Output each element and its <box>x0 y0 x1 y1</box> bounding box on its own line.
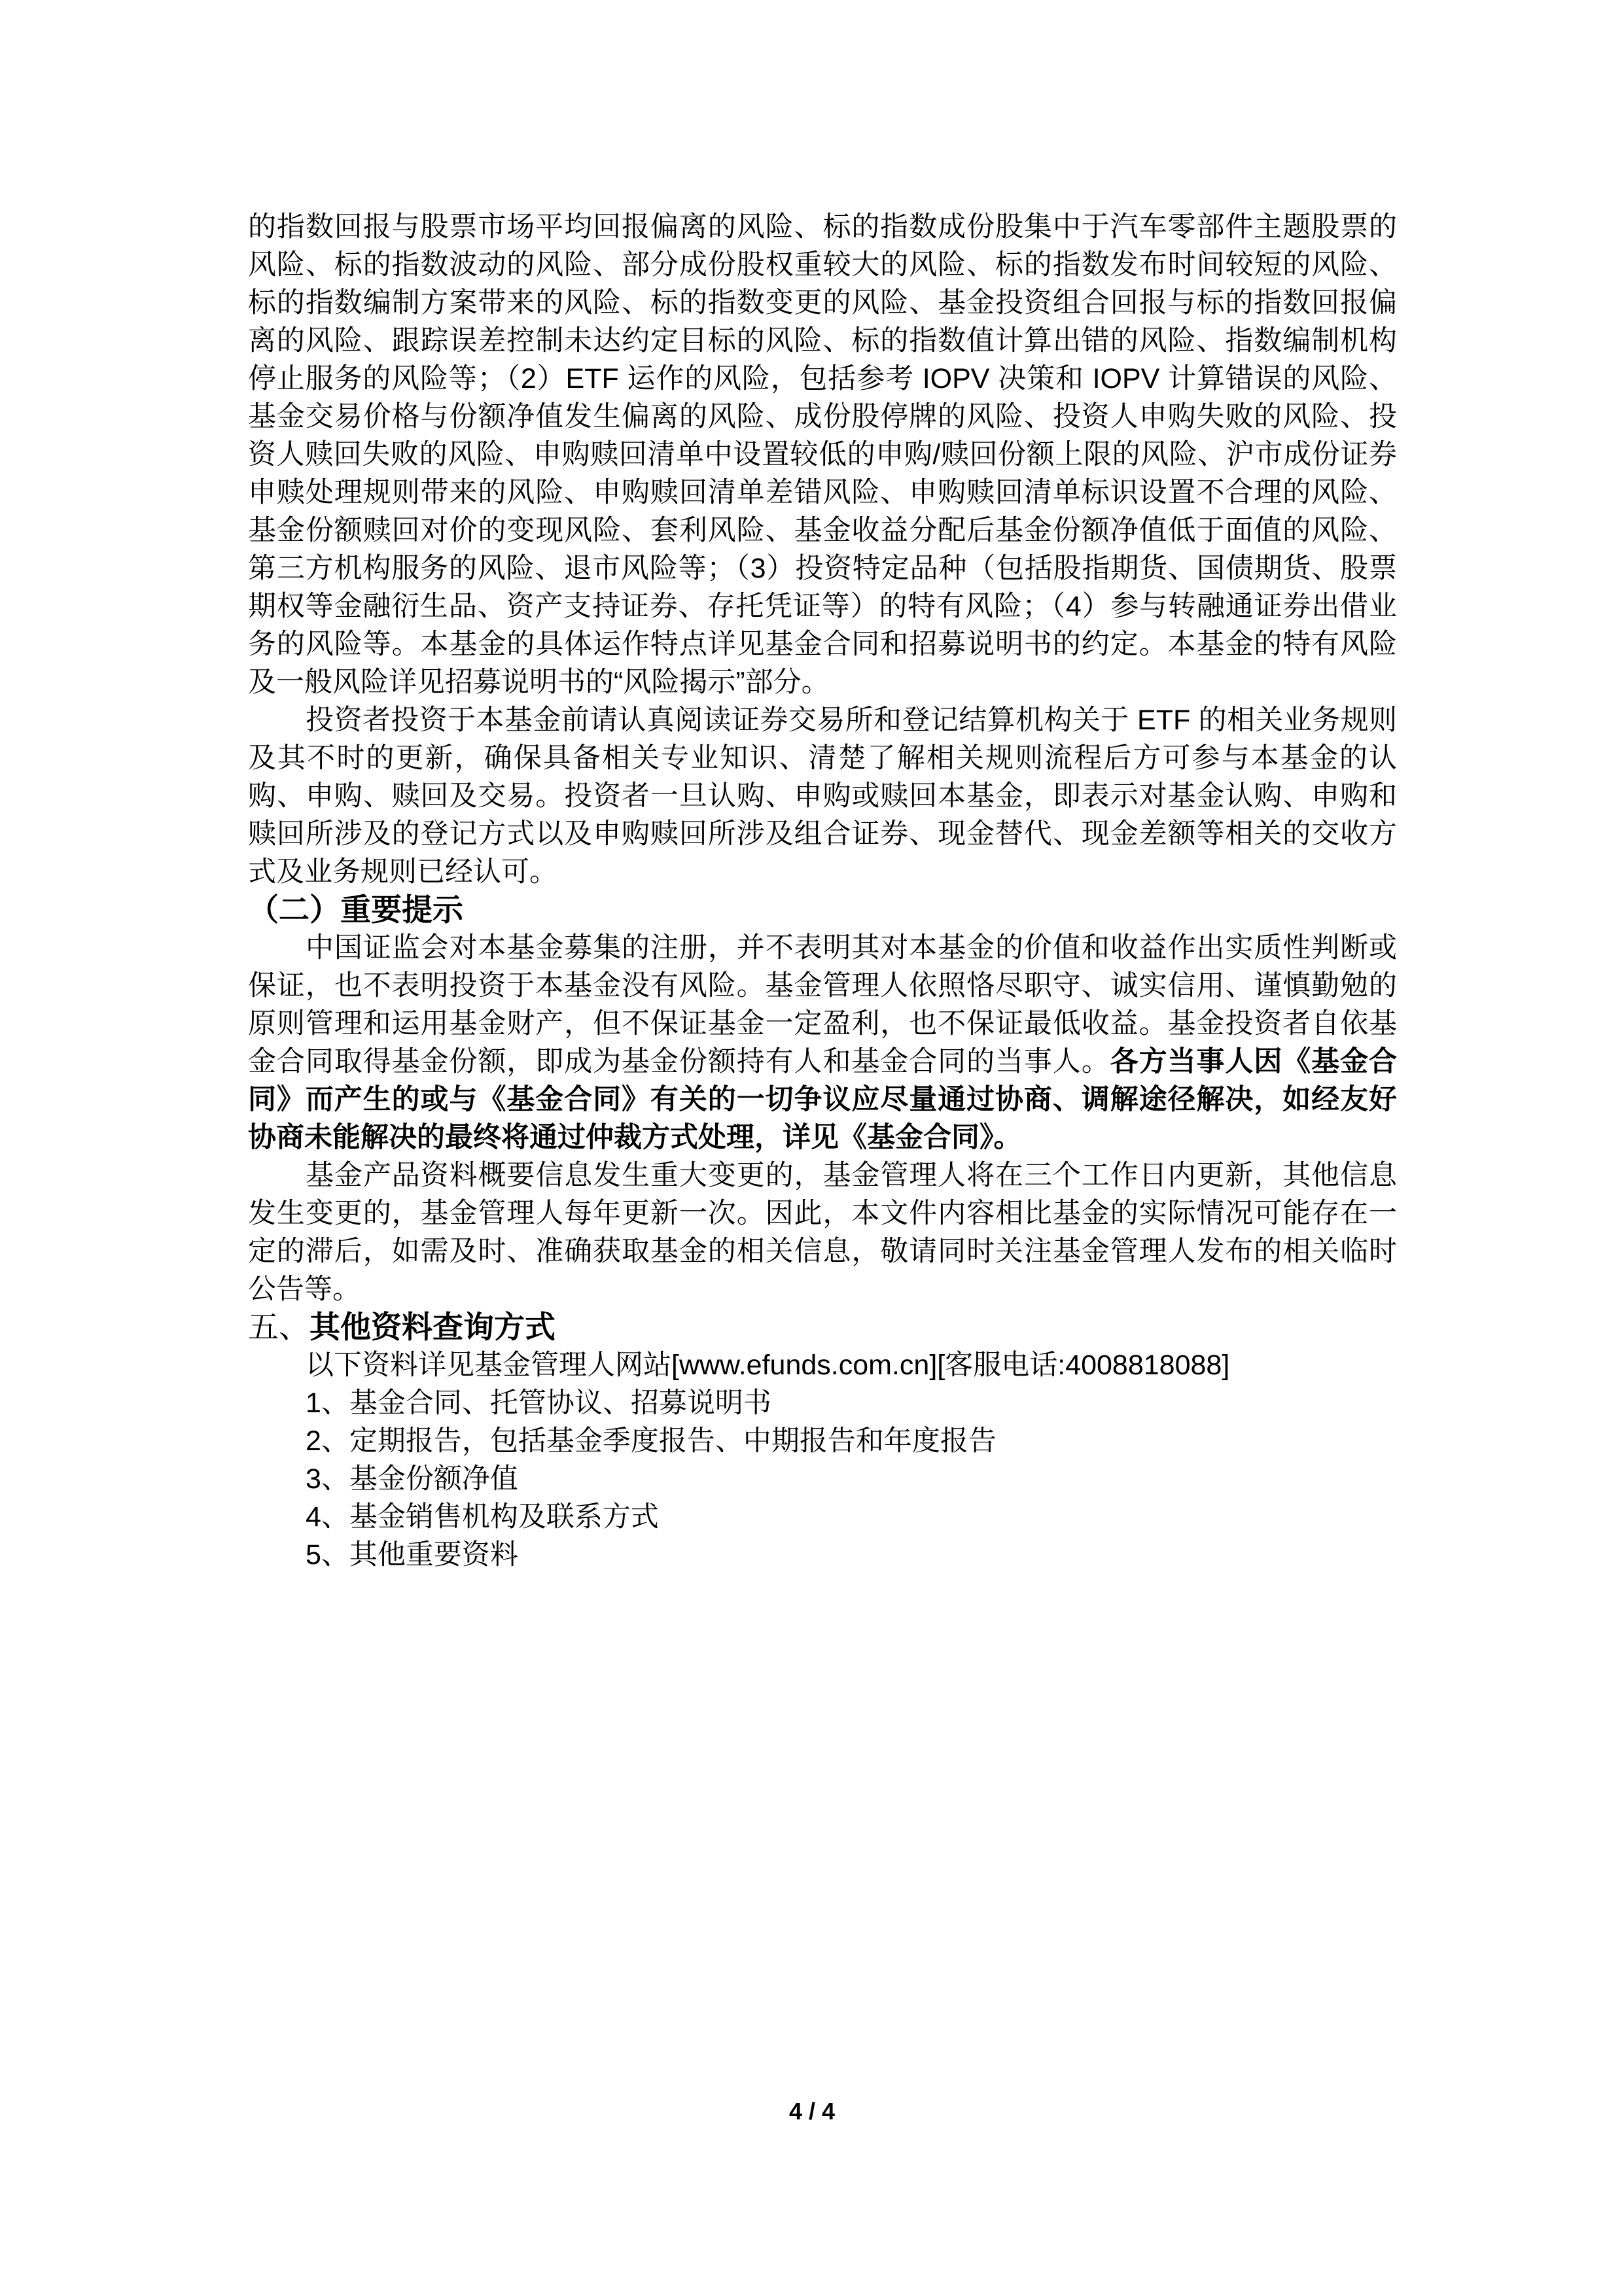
paragraph-regulator-statement <box>248 929 1397 1157</box>
other-info-item-other-materials: 5、其他重要资料 <box>306 1539 518 1571</box>
paragraph-investor-notice: 投资者投资于本基金前请认真阅读证券交易所和登记结算机构关于 ETF 的相关业务规则及其不时的更新，确保具备相关专业知识、清楚了解相关规则流程后方可参与本基金的认购、申购、赎回及交易。投资者一旦认购、申购或赎回本基金，即表示对基金认购、申购和赎回所涉及的登记方式以及申购赎回所涉及组合证券、现金替代、现金差额等相关的交收方式及业务规则已经认可。 <box>248 704 1397 888</box>
heading-other-info-title: 其他资料查询方式 <box>309 1310 556 1344</box>
heading-important-notice: （二）重要提示 <box>248 892 463 927</box>
page-number: 4 / 4 <box>788 2098 836 2125</box>
other-info-intro-line: 以下资料详见基金管理人网站[www.efunds.com.cn][客服电话:4008818088] <box>306 1349 1230 1381</box>
heading-other-info-number: 五、 <box>248 1310 309 1344</box>
paragraph-update-policy: 基金产品资料概要信息发生重大变更的，基金管理人将在三个工作日内更新，其他信息发生变更的，基金管理人每年更新一次。因此，本文件内容相比基金的实际情况可能存在一定的滞后，如需及时、准确获取基金的相关信息，敬请同时关注基金管理人发布的相关临时公告等。 <box>248 1160 1397 1305</box>
heading-other-info <box>248 1308 1397 1346</box>
document-body <box>248 0 1397 1574</box>
other-info-item-nav: 3、基金份额净值 <box>306 1463 518 1495</box>
other-info-item-sales-agencies: 4、基金销售机构及联系方式 <box>306 1501 659 1533</box>
regulator-statement-regular-text: 中国证监会对本基金募集的注册，并不表明其对本基金的价值和收益作出实质性判断或保证，也不表明投资于本基金没有风险。基金管理人依照恪尽职守、诚实信用、谨慎勤勉的原则管理和运用基金财产，但不保证基金一定盈利，也不保证最低收益。基金投资者自依基金合同取得基金份额，即成为基金份额持有人和基金合同的当事人。 <box>248 932 1397 1077</box>
regulator-statement-bold-text: 各方当事人因《基金合同》而产生的或与《基金合同》有关的一切争议应尽量通过协商、调解途径解决，如经友好协商未能解决的最终将通过仲裁方式处理，详见《基金合同》。 <box>248 1046 1398 1153</box>
other-info-item-periodic-reports: 2、定期报告，包括基金季度报告、中期报告和年度报告 <box>306 1425 997 1457</box>
other-info-item-fund-contract: 1、基金合同、托管协议、招募说明书 <box>306 1387 771 1419</box>
paragraph-risk-continued: 的指数回报与股票市场平均回报偏离的风险、标的指数成份股集中于汽车零部件主题股票的风险、标的指数波动的风险、部分成份股权重较大的风险、标的指数发布时间较短的风险、标的指数编制方案带来的风险、标的指数变更的风险、基金投资组合回报与标的指数回报偏离的风险、跟踪误差控制未达约定目标的风险、标的指数值计算出错的风险、指数编制机构停止服务的风险等；（2）ETF 运作的风险，包括参考 IOPV 决策和 IOPV 计算错误的风险、基金交易价格与份额净值发生偏离的风险、成份股停牌的风险、投资人申购失败的风险、投资人赎回失败的风险、申购赎回清单中设置较低的申购/赎回份额上限的风险、沪市成份证券申赎处理规则带来的风险、申购赎回清单差错风险、申购赎回清单标识设置不合理的风险、基金份额赎回对价的变现风险、套利风险、基金收益分配后基金份额净值低于面值的风险、第三方机构服务的风险、退市风险等；（3）投资特定品种（包括股指期货、国债期货、股票期权等金融衍生品、资产支持证券、存托凭证等）的特有风险；（4）参与转融通证券出借业务的风险等。本基金的具体运作特点详见基金合同和招募说明书的约定。本基金的特有风险及一般风险详见招募说明书的“风险揭示”部分。 <box>248 211 1397 698</box>
